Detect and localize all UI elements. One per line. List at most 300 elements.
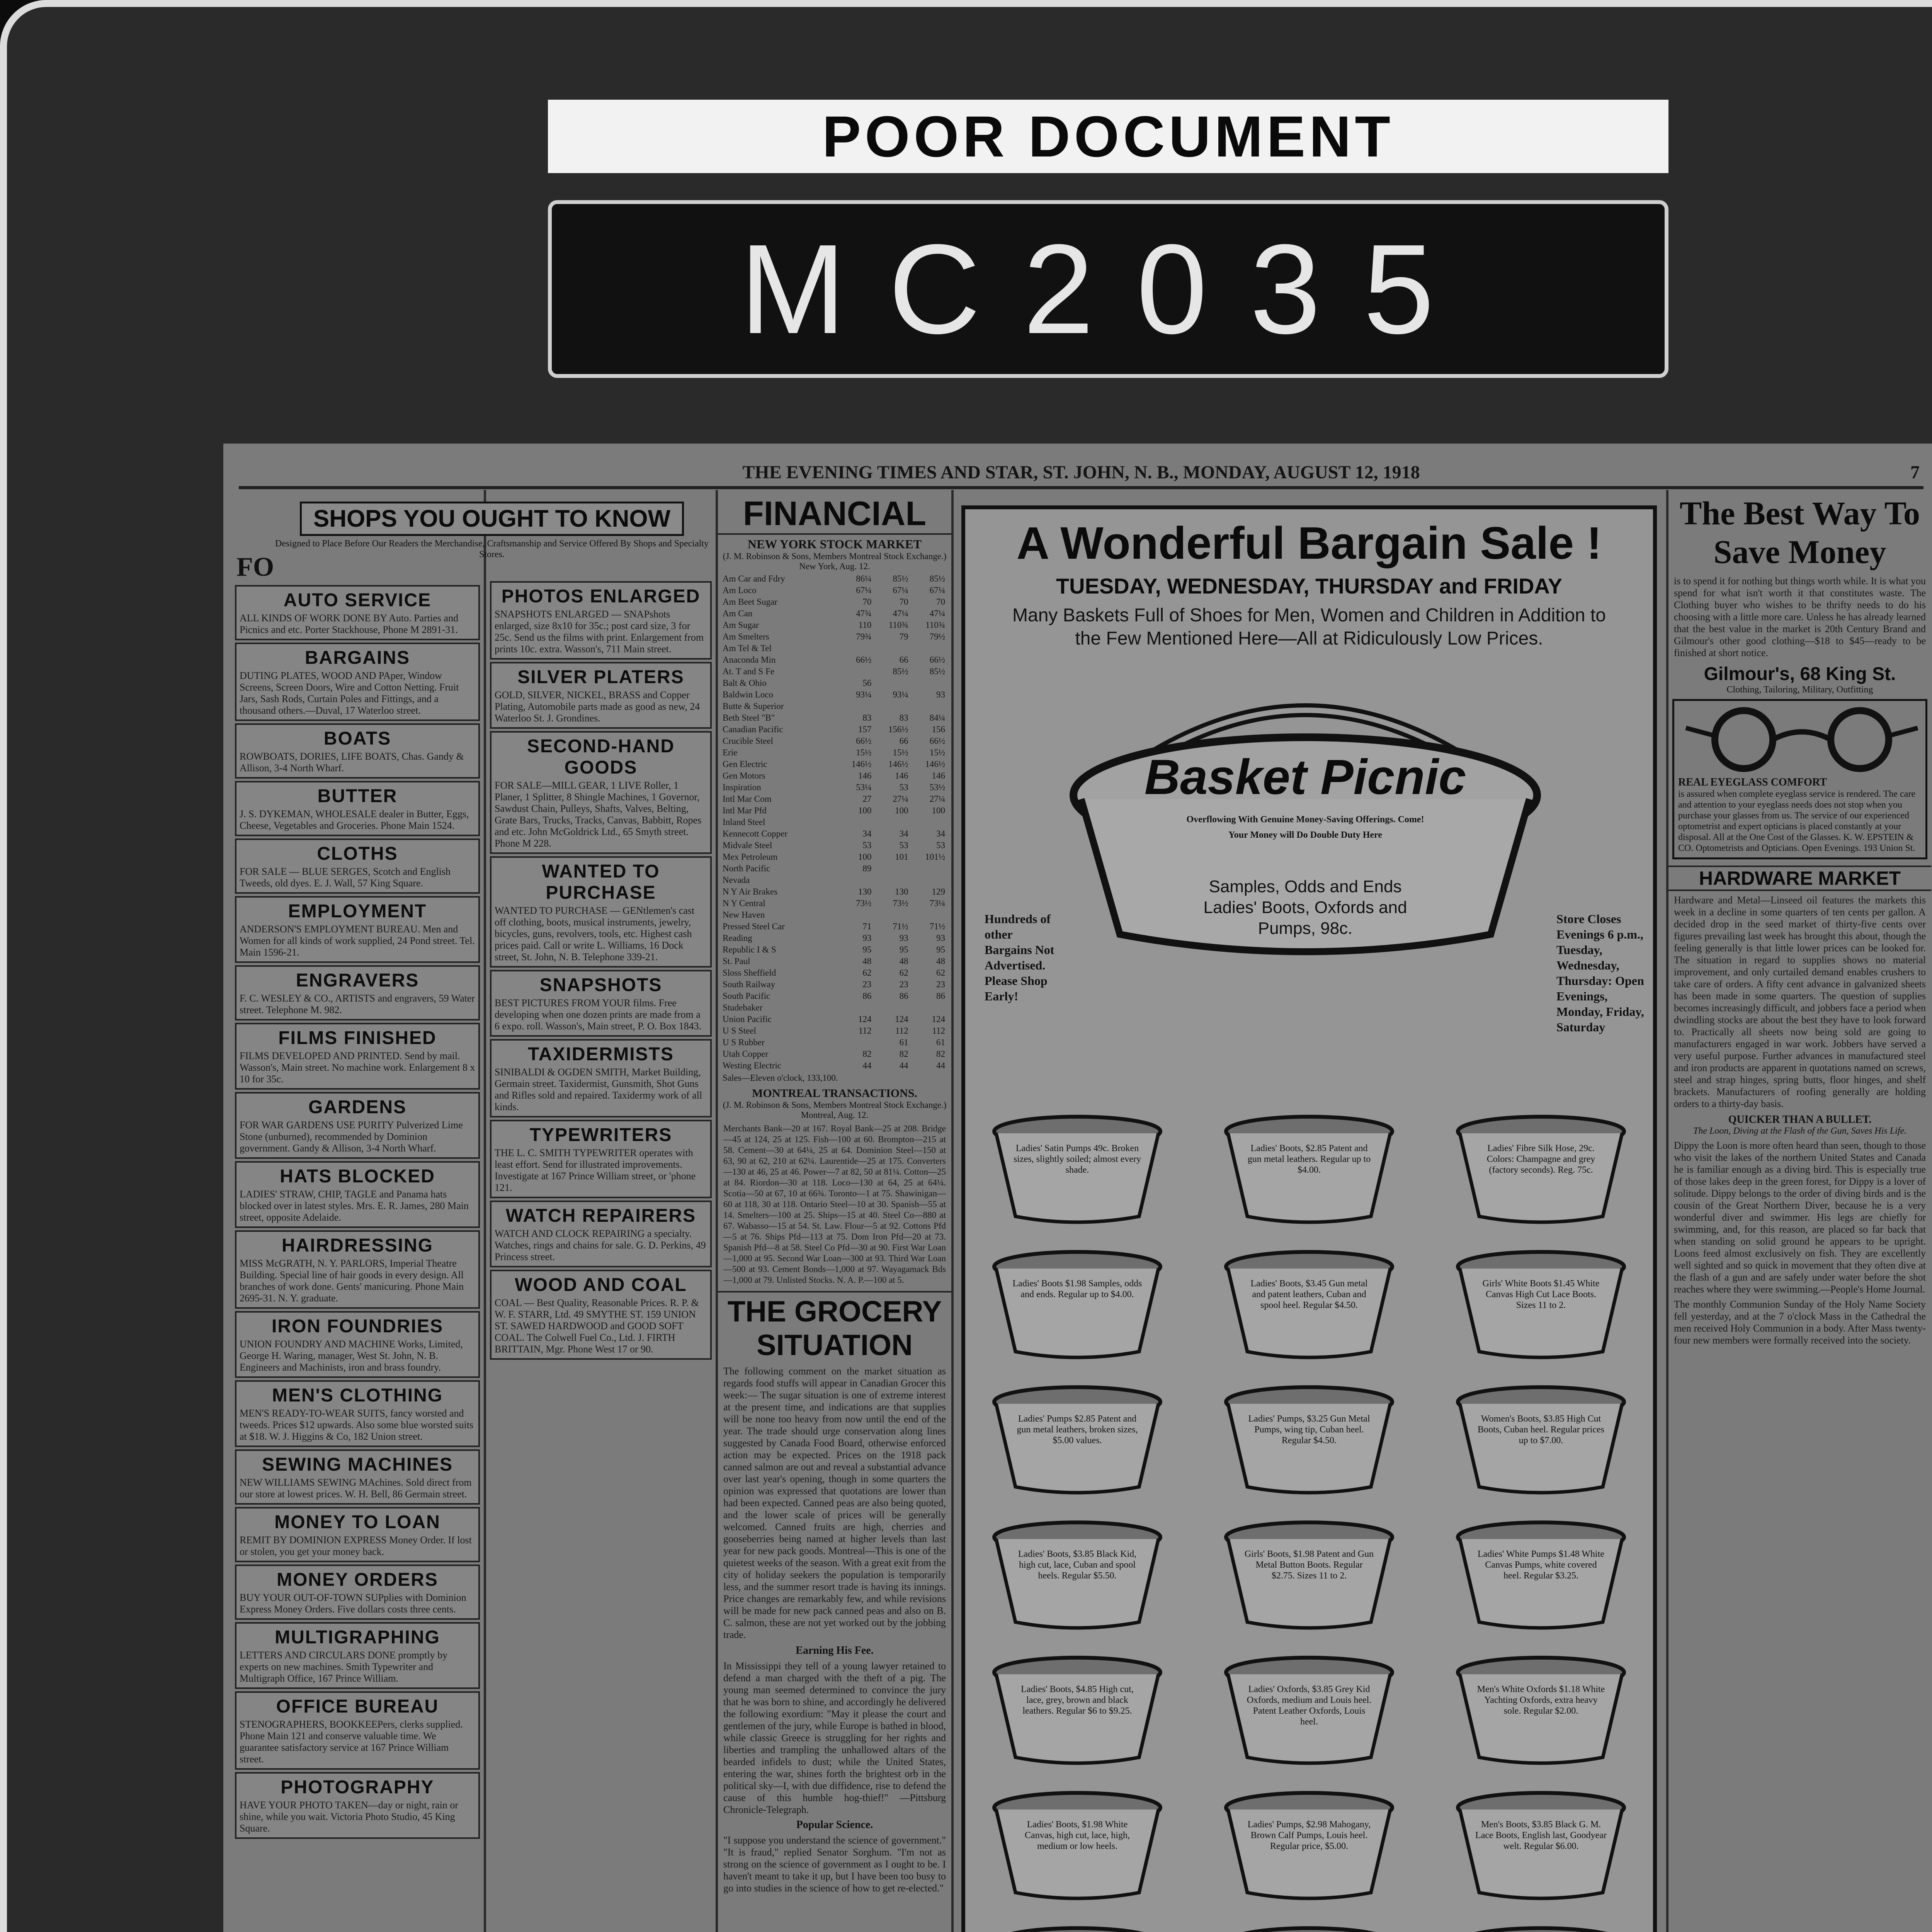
stock-name: Am Loco bbox=[723, 585, 757, 595]
stock-price: 124 bbox=[858, 1014, 872, 1024]
earning-title: Earning His Fee. bbox=[796, 1645, 874, 1656]
section-text: J. S. DYKEMAN, WHOLESALE dealer in Butter, Eggs, Cheese, Vegetables and Groceries. Phone Main 1524. bbox=[240, 808, 469, 831]
stock-price: 130 bbox=[895, 887, 908, 896]
stock-price: 95 bbox=[862, 945, 872, 954]
stock-price: 47¼ bbox=[929, 609, 945, 618]
left-note: Hundreds of other Bargains Not Advertised. Please Shop Early! bbox=[985, 912, 1054, 1003]
sales-line: Sales—Eleven o'clock, 133,100. bbox=[723, 1073, 838, 1083]
directory-right-section bbox=[490, 731, 712, 854]
shoe-offer: Women's Boots, $3.85 High Cut Boots, Cuban heel. Regular prices up to $7.00. bbox=[1478, 1414, 1604, 1446]
stock-price: 73¼ bbox=[929, 898, 945, 908]
directory-left-section bbox=[235, 1691, 480, 1770]
section-text: ALL KINDS OF WORK DONE BY Auto. Parties and Picnics and etc. Porter Stackhouse, Phone M 2891-31. bbox=[240, 612, 458, 635]
stock-name: Pressed Steel Car bbox=[723, 922, 785, 931]
stock-row bbox=[722, 666, 946, 677]
stock-row bbox=[722, 747, 946, 759]
stock-price: 100 bbox=[932, 806, 945, 815]
stock-row bbox=[722, 782, 946, 793]
stock-price: 93 bbox=[936, 933, 945, 943]
stock-name: N Y Central bbox=[723, 898, 765, 908]
section-heading: PHOTOGRAPHY bbox=[281, 1777, 434, 1798]
stock-name: At. T and S Fe bbox=[723, 667, 774, 676]
shoe-basket bbox=[1220, 1112, 1398, 1224]
stock-row bbox=[722, 1002, 946, 1014]
right-column bbox=[1668, 490, 1931, 1932]
stock-price: 89 bbox=[862, 864, 872, 873]
stock-price bbox=[909, 863, 946, 874]
stock-price: 85½ bbox=[893, 667, 908, 676]
stock-price: 71 bbox=[862, 922, 872, 931]
poor-document-label: POOR DOCUMENT bbox=[548, 100, 1668, 173]
stock-name: Intl Mar Pfd bbox=[723, 806, 767, 815]
directory-column-left bbox=[231, 490, 486, 1932]
stock-price: 61 bbox=[936, 1037, 945, 1047]
stock-price: 15½ bbox=[929, 748, 945, 757]
section-text: GOLD, SILVER, NICKEL, BRASS and Copper Plating, Automobile parts made as good as new, 24 Waterloo St. J. Grondines. bbox=[495, 689, 700, 724]
stock-row bbox=[722, 643, 946, 654]
stock-price: 61 bbox=[899, 1037, 908, 1047]
stock-price: 56 bbox=[862, 678, 872, 688]
stock-price bbox=[872, 863, 909, 874]
ad-column bbox=[954, 490, 1668, 1932]
section-text: BEST PICTURES FROM YOUR films. Free developing when one dozen prints are made from a 6 expo. roll. Wasson's, Main street, P. O. Box 1843. bbox=[495, 997, 702, 1032]
stock-price: 110¾ bbox=[888, 620, 908, 630]
basket-icon bbox=[1452, 1923, 1630, 1932]
stock-name: Am Smelters bbox=[723, 632, 769, 641]
shoe-basket bbox=[1452, 1788, 1630, 1900]
earning-text: In Mississippi they tell of a young lawyer retained to defend a man charged with the theft of a pig. The young man seemed determined to convince the jury that he was born to shine, and accordingly he delivered the following exordium: "May it please the court and gentlemen of the jury, while Europe is bathed in blood, while classic Greece is struggling for her rights and liberties and trampling the unhallowed altars of the bearded infidels to dust; while the United States, entering the war, shines forth the brightest orb in the political sky—I, with due diffidence, rise to defend the cause of this humble hog-thief!" —Pittsburg Chronicle-Telegraph. bbox=[723, 1660, 946, 1815]
financial-title: FINANCIAL bbox=[718, 494, 951, 535]
stock-price: 23 bbox=[862, 980, 872, 989]
stock-price: 86¼ bbox=[856, 574, 872, 583]
stock-name: N Y Air Brakes bbox=[723, 887, 778, 896]
directory-left-list bbox=[231, 585, 484, 1839]
science-title: Popular Science. bbox=[796, 1819, 873, 1831]
stock-name: Am Sugar bbox=[723, 620, 759, 630]
stock-row bbox=[722, 1048, 946, 1060]
stock-price: 84¼ bbox=[929, 713, 945, 723]
stock-price: 93¼ bbox=[856, 690, 872, 699]
stock-price: 71½ bbox=[893, 922, 908, 931]
section-text: F. C. WESLEY & CO., ARTISTS and engravers, 59 Water street. Telephone M. 982. bbox=[240, 993, 475, 1015]
stock-price: 27 bbox=[862, 794, 872, 804]
stock-price bbox=[872, 909, 909, 921]
shoe-basket bbox=[1220, 1518, 1398, 1630]
grocery-title: THE GROCERY SITUATION bbox=[718, 1291, 951, 1362]
shoe-basket bbox=[1220, 1247, 1398, 1359]
stock-price bbox=[835, 666, 872, 677]
directory-subtitle: Designed to Place Before Our Readers the Merchandise, Craftsmanship and Service Offered By Shops and Specialty Stores. bbox=[275, 539, 709, 560]
directory-left-section bbox=[235, 723, 480, 779]
stock-row bbox=[722, 701, 946, 712]
stock-row bbox=[722, 956, 946, 967]
section-text: FOR SALE—MILL GEAR, 1 LIVE Roller, 1 Planer, 1 Splitter, 8 Shingle Machines, 1 Governor, Sawdust Chain, Pulleys, Shafts, Valves, Belting, Grate Bars, Trucks, Tracks, Canvas, Babbitt, Ropes and etc. John McGoldrick Ltd., 65 Smyth street. Phone M 228. bbox=[495, 780, 702, 849]
stock-price: 48 bbox=[936, 956, 945, 966]
quicker-text: Dippy the Loon is more often heard than seen, though to those who visit the lakes of the northern United States and Canada he is familiar enough as a diving bird. This is especially true of those lakes deep in the green forest, for Dippy is a lover of solitude. Dippy belongs to the order of diving birds and is the cousin of the Great Northern Diver, because he is a very wonderful diver and swimmer. His legs are chiefly for swimming, and, for this reason, are placed so far back that when standing on solid ground he appears to be upright. Loons feed almost exclusively on fish. They are excellently well sighted and so quick in movement that they often dive at the flash of a gun and are safely under water before the shot reaches where they were swimming.—People's Home Journal. bbox=[1674, 1140, 1926, 1295]
directory-right-list bbox=[486, 581, 716, 1360]
stock-row bbox=[722, 596, 946, 608]
quicker-title: QUICKER THAN A BULLET. bbox=[1728, 1114, 1872, 1126]
stock-name: Mex Petroleum bbox=[723, 852, 778, 862]
directory-left-section bbox=[235, 1023, 480, 1090]
stock-price: 79¾ bbox=[856, 632, 872, 641]
page-number: 7 bbox=[1910, 462, 1920, 483]
stock-name: Balt & Ohio bbox=[723, 678, 767, 688]
stock-row bbox=[722, 805, 946, 816]
stock-price: 73½ bbox=[856, 898, 872, 908]
ad-subheading: Many Baskets Full of Shoes for Men, Women and Children in Addition to the Few Mentioned Here—All at Ridiculously Low Prices. bbox=[1012, 605, 1606, 649]
stock-price bbox=[835, 701, 872, 712]
stock-name: Kennecott Copper bbox=[723, 829, 787, 838]
science-text: "I suppose you understand the science of government." "It is fraud," replied Senator Sorghum. "I'm not as strong on the science of government as I ought to be. I haven't meant to take it up, but I have been too busy to go into studies in the science of how to get re-elected." bbox=[723, 1835, 946, 1894]
stock-price: 85½ bbox=[929, 574, 945, 583]
section-heading: PHOTOS ENLARGED bbox=[501, 586, 701, 607]
section-heading: MULTIGRAPHING bbox=[275, 1627, 440, 1648]
stock-name: Gen Motors bbox=[723, 771, 765, 781]
section-text: LETTERS AND CIRCULARS DONE promptly by experts on new machines. Smith Typewriter and Multigraph Office, 167 Prince William. bbox=[240, 1650, 448, 1684]
stock-price bbox=[909, 677, 946, 689]
eyeglasses-icon bbox=[1678, 705, 1925, 774]
directory-left-section bbox=[235, 781, 480, 836]
shoe-basket bbox=[988, 1518, 1166, 1630]
directory-right-section bbox=[490, 662, 712, 729]
ny-heading: NEW YORK STOCK MARKET bbox=[747, 537, 922, 551]
stock-price: 44 bbox=[862, 1061, 872, 1070]
stock-price bbox=[909, 643, 946, 654]
stock-price: 112 bbox=[895, 1026, 908, 1036]
shoe-offer: Ladies' Fibre Silk Hose, 29c. Colors: Champagne and grey (factory seconds). Reg. 75c. bbox=[1486, 1143, 1595, 1175]
basket-samples: Samples, Odds and Ends Ladies' Boots, Oxfords and Pumps, 98c. bbox=[1203, 877, 1407, 938]
stock-price: 156½ bbox=[888, 724, 908, 734]
stock-price: 93 bbox=[899, 933, 908, 943]
masthead bbox=[239, 459, 1923, 489]
stock-table bbox=[722, 573, 946, 1071]
ad-days: TUESDAY, WEDNESDAY, THURSDAY and FRIDAY bbox=[1056, 574, 1563, 598]
stock-price: 100 bbox=[858, 806, 872, 815]
shoe-basket bbox=[1220, 1653, 1398, 1765]
section-text: FILMS DEVELOPED AND PRINTED. Send by mail. Wasson's, Main street. No machine work. Enlargement 8 x 10 for 35c. bbox=[240, 1050, 475, 1085]
shoe-offer: Men's White Oxfords $1.18 White Yachting Oxfords, extra heavy sole. Regular $2.00. bbox=[1477, 1684, 1605, 1716]
section-heading: AUTO SERVICE bbox=[283, 590, 432, 611]
stock-price bbox=[872, 677, 909, 689]
stock-name: Am Beet Sugar bbox=[723, 597, 777, 607]
stock-price: 86 bbox=[899, 991, 908, 1001]
stock-price: 79 bbox=[899, 632, 908, 641]
shoe-basket bbox=[1452, 1247, 1630, 1359]
stock-price: 66 bbox=[899, 736, 908, 746]
stock-price: 53½ bbox=[929, 782, 945, 792]
shoe-offer: Girls' White Boots $1.45 White Canvas High Cut Lace Boots. Sizes 11 to 2. bbox=[1482, 1279, 1600, 1310]
section-heading: OFFICE BUREAU bbox=[276, 1696, 439, 1717]
section-heading: SILVER PLATERS bbox=[517, 667, 684, 687]
stock-price: 48 bbox=[862, 956, 872, 966]
directory-column-right bbox=[486, 490, 718, 1932]
section-heading: IRON FOUNDRIES bbox=[271, 1316, 443, 1337]
directory-left-section bbox=[235, 1449, 480, 1505]
stock-price: 95 bbox=[899, 945, 908, 954]
stock-name: Utah Copper bbox=[723, 1049, 769, 1059]
stock-row bbox=[722, 1037, 946, 1048]
directory-left-section bbox=[235, 896, 480, 963]
shoe-basket bbox=[1452, 1653, 1630, 1765]
stock-row bbox=[722, 967, 946, 979]
section-text: THE L. C. SMITH TYPEWRITER operates with least effort. Send for illustrated improvements. Investigate at 167 Prince William street, or 'phone 121. bbox=[495, 1147, 696, 1193]
stock-name: U S Steel bbox=[723, 1026, 756, 1036]
directory-left-section bbox=[235, 1380, 480, 1447]
directory-left-section bbox=[235, 1565, 480, 1620]
stock-name: Nevada bbox=[723, 875, 750, 885]
stock-price: 34 bbox=[936, 829, 945, 838]
stock-price: 110 bbox=[858, 620, 872, 630]
stock-row bbox=[722, 828, 946, 840]
stock-price: 70 bbox=[899, 597, 908, 607]
section-heading: ENGRAVERS bbox=[296, 970, 419, 991]
section-heading: WANTED TO PURCHASE bbox=[542, 861, 660, 903]
section-text: FOR SALE — BLUE SERGES, Scotch and English Tweeds, old dyes. E. J. Wall, 57 King Square. bbox=[240, 866, 451, 889]
stock-row bbox=[722, 689, 946, 701]
stock-price: 79½ bbox=[929, 632, 945, 641]
directory-right-section bbox=[490, 1201, 712, 1267]
stock-price: 101½ bbox=[925, 852, 945, 862]
section-text: BUY YOUR OUT-OF-TOWN SUPplies with Dominion Express Money Orders. Five dollars costs three cents. bbox=[240, 1592, 466, 1615]
stock-name: Canadian Pacific bbox=[723, 724, 783, 734]
stock-name: Am Can bbox=[723, 609, 753, 618]
shoe-basket bbox=[988, 1247, 1166, 1359]
stock-price bbox=[872, 816, 909, 828]
stock-price: 146½ bbox=[925, 759, 945, 769]
basket-icon bbox=[988, 1247, 1166, 1359]
stock-price: 53 bbox=[936, 840, 945, 850]
stock-price: 93 bbox=[936, 690, 945, 699]
stock-row bbox=[722, 724, 946, 735]
directory-left-section bbox=[235, 1092, 480, 1159]
directory-title: SHOPS YOU OUGHT TO KNOW bbox=[300, 502, 684, 536]
stock-price: 66½ bbox=[929, 736, 945, 746]
communion-text: The monthly Communion Sunday of the Holy Name Society fell yesterday, and at the 7 o'clock Mass in the Cathedral the men received Holy Communion in a body. After Mass twenty-four new members were formally received into the society. bbox=[1674, 1299, 1926, 1346]
section-heading: MONEY TO LOAN bbox=[274, 1512, 440, 1532]
section-heading: HATS BLOCKED bbox=[280, 1166, 435, 1187]
shoe-offer: Girls' Boots, $1.98 Patent and Gun Metal Button Boots. Regular $2.75. Sizes 11 to 2. bbox=[1244, 1549, 1374, 1581]
stock-price: 62 bbox=[862, 968, 872, 978]
eyeglass-ad bbox=[1672, 699, 1927, 859]
stock-price: 86 bbox=[862, 991, 872, 1001]
shoe-offer: Ladies' Boots, $2.85 Patent and gun metal leathers. Regular up to $4.00. bbox=[1247, 1143, 1371, 1175]
stock-price: 82 bbox=[862, 1049, 872, 1059]
montreal-transactions: Merchants Bank—20 at 167. Royal Bank—25 at 208. Bridge—45 at 124, 25 at 125. Fish—100 at 60. Brompton—215 at 58. Cement—30 at 64¼, 25 at 64. Dominion Steel—150 at 63, 90 at 62, 210 at 62¼. Laurentide—25 at 175. Converters—130 at 46, 25 at 46. Power—7 at 82, 50 at 81¼. Cotton—25 at 84. Riordon—30 at 118. Loco—130 at 64, 25 at 64¼. Scotia—50 at 67, 10 at 66¾. Toronto—1 at 75. Shawinigan—60 at 118, 30 at 118. Ontario Steel—10 at 30. Spanish—55 at 14. Smelters—100 at 25. Ships—15 at 40. Steel Co—880 at 67. Wabasso—15 at 54. St. Law. Flour—5 at 92. Cottons Pfd—5 at 76. Ships Pfd—113 at 75. Dom Iron Pfd—20 at 73. Spanish Pfd—8 at 58. Steel Co Pfd—30 at 90. First War Loan—1,000 at 95. Second War Loan—300 at 93. Third War Loan—500 at 93. Cement Bonds—1,000 at 97. Wayagamack Bds—1,000 at 79. Unlisted Stocks. N. A. P.—100 at 5. bbox=[723, 1124, 946, 1285]
gilmour-name: Gilmour's, 68 King St. bbox=[1704, 664, 1896, 684]
stock-price bbox=[835, 874, 872, 886]
stock-price: 124 bbox=[932, 1014, 945, 1024]
section-heading: BARGAINS bbox=[304, 648, 410, 668]
stock-price: 70 bbox=[936, 597, 945, 607]
stock-row bbox=[722, 608, 946, 619]
shoe-offer: Ladies' Boots, $4.85 High cut, lace, grey, brown and black leathers. Regular $6 to $9.25. bbox=[1021, 1684, 1134, 1716]
stock-price: 67¼ bbox=[929, 585, 945, 595]
stock-row bbox=[722, 677, 946, 689]
stock-price: 100 bbox=[858, 852, 872, 862]
stock-price bbox=[909, 1002, 946, 1014]
stock-price: 85½ bbox=[893, 574, 908, 583]
stock-name: Erie bbox=[723, 748, 738, 757]
stock-price bbox=[872, 1002, 909, 1014]
stock-price: 62 bbox=[936, 968, 945, 978]
eyeglass-text: is assured when complete eyeglass service is rendered. The care and attention to your eyeglass needs does not stop when you purchase your glasses from us. The service of our experienced optometrist and expert opticians is placed constantly at your disposal. All at the One Cost of the Glasses. K. W. EPSTEIN & CO. Optometrists and Opticians. Open Evenings. 193 Union St. bbox=[1678, 789, 1915, 853]
shoe-offer: Ladies' Boots, $1.98 White Canvas, high cut, lace, high, medium or low heels. bbox=[1025, 1820, 1130, 1851]
masthead-title: THE EVENING TIMES AND STAR, ST. JOHN, N. B., MONDAY, AUGUST 12, 1918 bbox=[742, 462, 1420, 483]
shoe-basket bbox=[988, 1383, 1166, 1495]
stock-price: 27¼ bbox=[893, 794, 908, 804]
stock-row bbox=[722, 793, 946, 805]
section-heading: BUTTER bbox=[317, 786, 398, 806]
stock-price: 124 bbox=[895, 1014, 908, 1024]
stock-price: 53 bbox=[899, 840, 908, 850]
stock-row bbox=[722, 585, 946, 596]
hardware-text: Hardware and Metal—Linseed oil features the markets this week in a decline in some quarters of ten cents per gallon. A decided drop in the seed market of thirty-five cents over figures prevailing last week has brought this about, though the feeling generally is that little lower prices can be looked for. The situation in regard to supplies shows no material improvement, and only curtailed demand enables crushers to take care of orders. A fifty cent advance in galvanized sheets has been made in some quarters. The question of supplies becomes increasingly difficult, and jobbers face a period when dwindling stocks are about the best they have to look forward to. Practically all sheets now being sold are going to manufacturers engaged in war work. Jobbers have served a very useful purpose. Further advances in manufactured steel and iron products are apparent in quotations named on screws, steel and strap hinges, spring butts, floor hinges, and shelf brackets. Manufacturers of roofing generally are holding orders to a thirty-day basis. bbox=[1674, 895, 1926, 1109]
right-note: Store Closes Evenings 6 p.m., Tuesday, Wednesday, Thursday: Open Evenings, Monday, Friday, Saturday bbox=[1556, 912, 1644, 1034]
ad-headline: A Wonderful Bargain Sale ! bbox=[1016, 518, 1602, 569]
stock-price: 71½ bbox=[929, 922, 945, 931]
stock-price: 66½ bbox=[929, 655, 945, 665]
stock-name: Beth Steel "B" bbox=[723, 713, 775, 723]
reel-number: MC2035 bbox=[548, 200, 1668, 378]
stock-row bbox=[722, 863, 946, 874]
directory-left-section bbox=[235, 1230, 480, 1309]
section-text: LADIES' STRAW, CHIP, TAGLE and Panama hats blocked over in latest styles. Mrs. E. R. James, 280 Main street, opposite Adelaide. bbox=[240, 1189, 469, 1223]
stock-name: Gen Electric bbox=[723, 759, 767, 769]
newspaper-page bbox=[223, 444, 1932, 1932]
stock-price bbox=[909, 874, 946, 886]
stock-price: 112 bbox=[932, 1026, 945, 1036]
stock-price: 23 bbox=[936, 980, 945, 989]
stock-name: St. Paul bbox=[723, 956, 750, 966]
section-text: NEW WILLIAMS SEWING MAchines. Sold direct from our store at lowest prices. W. H. Bell, 86 Germain street. bbox=[240, 1477, 472, 1500]
stock-price: 15½ bbox=[856, 748, 872, 757]
stock-row bbox=[722, 898, 946, 909]
stock-row bbox=[722, 874, 946, 886]
stock-price: 47¾ bbox=[856, 609, 872, 618]
section-text: UNION FOUNDRY AND MACHINE Works, Limited, George H. Waring, manager, West St. John, N. B. Engineers and Machinists, iron and brass foundry. bbox=[240, 1338, 463, 1373]
stock-name: Republic I & S bbox=[723, 945, 776, 954]
shoe-basket bbox=[1220, 1788, 1398, 1900]
stock-name: New Haven bbox=[723, 910, 765, 920]
shoe-basket bbox=[1220, 1383, 1398, 1495]
directory-right-section bbox=[490, 1120, 712, 1198]
section-heading: HAIRDRESSING bbox=[281, 1235, 434, 1256]
stock-price: 93 bbox=[862, 933, 872, 943]
stock-row bbox=[722, 932, 946, 944]
stock-price: 130 bbox=[858, 887, 872, 896]
basket-banner-1: Overflowing With Genuine Money-Saving Offerings. Come! bbox=[1186, 815, 1424, 825]
stock-name: Inspiration bbox=[723, 782, 761, 792]
directory-left-section bbox=[235, 1622, 480, 1689]
stock-row bbox=[722, 840, 946, 851]
section-text: MISS McGRATH, N. Y. PARLORS, Imperial Theatre Building. Special line of hair goods in every design. All branches of work done. Gents' manicuring. Phone Main 2695-31. N. Y. graduate. bbox=[240, 1258, 464, 1304]
gilmour-sub: Clothing, Tailoring, Military, Outfitting bbox=[1726, 685, 1873, 695]
stock-price: 86 bbox=[936, 991, 945, 1001]
section-text: REMIT BY DOMINION EXPRESS Money Order. If lost or stolen, you get your money back. bbox=[240, 1534, 472, 1557]
stock-price bbox=[835, 1037, 872, 1048]
stock-price: 44 bbox=[936, 1061, 945, 1070]
stock-price: 44 bbox=[899, 1061, 908, 1070]
stock-price bbox=[872, 701, 909, 712]
stock-price: 67¼ bbox=[893, 585, 908, 595]
film-header bbox=[548, 100, 1668, 393]
basket-icon bbox=[988, 1923, 1166, 1932]
section-heading: TAXIDERMISTS bbox=[528, 1044, 674, 1065]
section-text: COAL — Best Quality, Reasonable Prices. R. P. & W. F. STARR, Ltd. 49 SMYTHE ST. 159 UNION ST. SAWED HARDWOOD and GOOD SOFT COAL. The Colwell Fuel Co., Ltd. J. FIRTH BRITTAIN, Mgr. Phone West 17 or 90. bbox=[495, 1297, 699, 1355]
section-text: HAVE YOUR PHOTO TAKEN—day or night, rain or shine, while you wait. Victoria Photo Studio, 45 King Square. bbox=[240, 1799, 459, 1834]
section-text: ANDERSON'S EMPLOYMENT BUREAU. Men and Women for all kinds of work supplied, 24 Pond street. Tel. Main 1596-21. bbox=[240, 923, 475, 958]
stock-name: South Pacific bbox=[723, 991, 770, 1001]
stock-name: Baldwin Loco bbox=[723, 690, 773, 699]
wiezel-advertisement bbox=[961, 505, 1657, 1932]
section-text: FOR WAR GARDENS USE PURITY Pulverized Lime Stone (unburned), recommended by Dominion government. Gandy & Allison, 3-4 North Wharf. bbox=[240, 1119, 463, 1154]
stock-name: Crucible Steel bbox=[723, 736, 773, 746]
stock-price: 48 bbox=[899, 956, 908, 966]
stock-name: Butte & Superior bbox=[723, 701, 784, 711]
stock-price: 110¾ bbox=[925, 620, 945, 630]
stock-price: 146½ bbox=[851, 759, 872, 769]
stock-row bbox=[722, 619, 946, 631]
section-text: SNAPSHOTS ENLARGED — SNAPshots enlarged, size 8x10 for 35c.; post card size, 3 for 25c. Send us the films with print. Enlargement from prints 10c. extra. Wasson's, 711 Main street. bbox=[495, 609, 704, 655]
stock-price: 67¼ bbox=[856, 585, 872, 595]
stock-name: Anaconda Min bbox=[723, 655, 776, 665]
best-way-title: The Best Way To Save Money bbox=[1679, 495, 1920, 570]
shoe-basket bbox=[1452, 1518, 1630, 1630]
shoe-offer: Ladies' Satin Pumps 49c. Broken sizes, slightly soiled; almost every shade. bbox=[1014, 1143, 1141, 1175]
stock-name: South Railway bbox=[723, 980, 776, 989]
stock-price: 34 bbox=[899, 829, 908, 838]
shoe-offer: Ladies' Pumps $2.85 Patent and gun metal leathers, broken sizes, $5.00 values. bbox=[1017, 1414, 1138, 1446]
stock-price: 73½ bbox=[893, 898, 908, 908]
stock-price: 101 bbox=[895, 852, 908, 862]
basket-banner-2: Your Money will Do Double Duty Here bbox=[1228, 830, 1382, 840]
stock-price: 27¼ bbox=[929, 794, 945, 804]
stock-price: 47¼ bbox=[893, 609, 908, 618]
directory-right-section bbox=[490, 1270, 712, 1360]
stock-price: 93¼ bbox=[893, 690, 908, 699]
shoe-basket bbox=[988, 1788, 1166, 1900]
section-heading: GARDENS bbox=[308, 1097, 407, 1117]
directory-left-section bbox=[235, 1772, 480, 1839]
section-text: STENOGRAPHERS, BOOKKEEPers, clerks supplied. Phone Main 121 and conserve valuable time. We guarantee satisfactory service at 167 Prince William street. bbox=[240, 1719, 463, 1765]
directory-left-section bbox=[235, 1311, 480, 1378]
shoe-offer: Ladies' Boots, $3.85 Black Kid, high cut, lace, Cuban and spool heels. Regular $5.50. bbox=[1018, 1549, 1137, 1581]
directory-left-section bbox=[235, 585, 480, 640]
stock-price: 66 bbox=[899, 655, 908, 665]
stock-row bbox=[722, 944, 946, 956]
stock-price: 129 bbox=[932, 887, 945, 896]
stock-price: 83 bbox=[862, 713, 872, 723]
stock-price bbox=[872, 874, 909, 886]
stock-row bbox=[722, 770, 946, 782]
stock-price bbox=[835, 1002, 872, 1014]
directory-left-section bbox=[235, 1507, 480, 1562]
financial-column bbox=[718, 490, 954, 1932]
directory-right-section bbox=[490, 970, 712, 1037]
stock-row bbox=[722, 816, 946, 828]
stock-price: 95 bbox=[936, 945, 945, 954]
shoe-offer: Ladies' Pumps, $3.25 Gun Metal Pumps, wing tip, Cuban heel. Regular $4.50. bbox=[1248, 1414, 1370, 1446]
stock-price: 15½ bbox=[893, 748, 908, 757]
stock-row bbox=[722, 573, 946, 585]
stock-price: 83 bbox=[899, 713, 908, 723]
section-heading: BOATS bbox=[323, 728, 391, 749]
stock-name: Am Tel & Tel bbox=[723, 643, 772, 653]
shoe-basket bbox=[988, 1112, 1166, 1224]
stock-name: Intl Mar Com bbox=[723, 794, 772, 804]
section-heading: MONEY ORDERS bbox=[277, 1570, 438, 1590]
